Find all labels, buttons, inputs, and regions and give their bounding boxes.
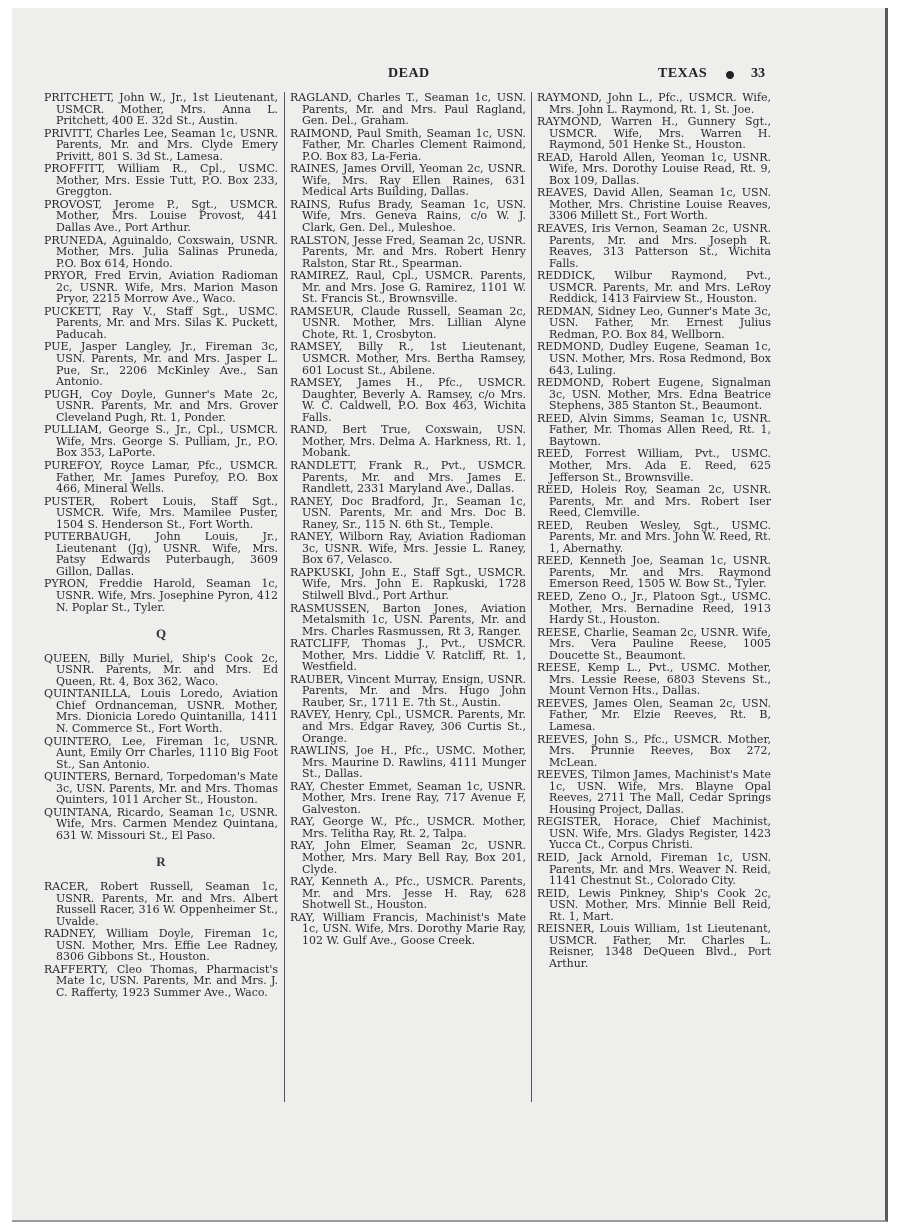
casualty-entry: REISNER, Louis William, 1st Lieutenant, USMCR. Father, Mr. Charles L. Reisner, 1348 DeQueen Blvd., Port Arthur.: [537, 922, 771, 970]
casualty-entry: RAY, William Francis, Machinist's Mate 1c, USN. Wife, Mrs. Dorothy Marie Ray, 102 W. Gulf Ave., Goose Creek.: [290, 910, 526, 947]
casualty-entry: REEVES, Tilmon James, Machinist's Mate 1c, USN. Wife, Mrs. Blayne Opal Reeves, 2711 The Mall, Cedar Springs Housing Project, Dallas.: [537, 768, 771, 816]
casualty-entry: RANEY, Doc Bradford, Jr., Seaman 1c, USN. Parents, Mr. and Mrs. Doc B. Raney, Sr., 115 N. 6th St., Temple.: [290, 494, 526, 531]
column-divider: [531, 92, 532, 1102]
casualty-entry: REID, Jack Arnold, Fireman 1c, USN. Parents, Mr. and Mrs. Weaver N. Reid, 1141 Chestnut St., Colorado City.: [537, 851, 771, 888]
casualty-entry: READ, Harold Allen, Yeoman 1c, USNR. Wife, Mrs. Dorothy Louise Read, Rt. 9, Box 109, Dallas.: [537, 150, 771, 187]
casualty-entry: RAY, John Elmer, Seaman 2c, USNR. Mother, Mrs. Mary Bell Ray, Box 201, Clyde.: [290, 839, 526, 876]
casualty-entry: RAMSEY, James H., Pfc., USMCR. Daughter, Beverly A. Ramsey, c/o Mrs. W. C. Caldwell, P.O. Box 463, Wichita Falls.: [290, 376, 526, 424]
column-left: [44, 92, 278, 1000]
casualty-entry: RAFFERTY, Cleo Thomas, Pharmacist's Mate 1c, USN. Parents, Mr. and Mrs. J. C. Rafferty, 1923 Summer Ave., Waco.: [44, 962, 278, 1000]
casualty-entry: PRUNEDA, Aguinaldo, Coxswain, USNR. Mother, Mrs. Julia Salinas Pruneda, P.O. Box 614, Hondo.: [44, 233, 278, 270]
casualty-entry: RACER, Robert Russell, Seaman 1c, USNR. Parents, Mr. and Mrs. Albert Russell Racer, 316 W. Oppenheimer St., Uvalde.: [44, 880, 278, 928]
page-header: [12, 66, 888, 86]
section-letter: Q: [155, 626, 167, 642]
casualty-entry: REEVES, John S., Pfc., USMCR. Mother, Mrs. Prunnie Reeves, Box 272, McLean.: [537, 732, 771, 769]
casualty-entry: REED, Forrest William, Pvt., USMC. Mother, Mrs. Ada E. Reed, 625 Jefferson St., Brownsville.: [537, 447, 771, 484]
page-title: DEAD: [388, 66, 430, 81]
casualty-entry: REEVES, James Olen, Seaman 2c, USN. Father, Mr. Elzie Reeves, Rt. B, Lamesa.: [537, 696, 771, 733]
casualty-entry: PROFFITT, William R., Cpl., USMC. Mother, Mrs. Essie Tutt, P.O. Box 233, Greggton.: [44, 162, 278, 199]
casualty-entry: REED, Alvin Simms, Seaman 1c, USNR. Father, Mr. Thomas Allen Reed, Rt. 1, Baytown.: [537, 411, 771, 448]
casualty-entry: RAUBER, Vincent Murray, Ensign, USNR. Parents, Mr. and Mrs. Hugo John Rauber, Sr., 1711 E. 7th St., Austin.: [290, 672, 526, 709]
casualty-entry: RAYMOND, Warren H., Gunnery Sgt., USMCR. Wife, Mrs. Warren H. Raymond, 501 Henke St., Houston.: [537, 115, 771, 152]
casualty-entry: REED, Reuben Wesley, Sgt., USMC. Parents, Mr. and Mrs. John W. Reed, Rt. 1, Abernathy.: [537, 518, 771, 555]
bullet-dot: [726, 71, 734, 79]
casualty-entry: PROVOST, Jerome P., Sgt., USMCR. Mother, Mrs. Louise Provost, 441 Dallas Ave., Port Arthur.: [44, 197, 278, 235]
casualty-entry: REDMOND, Dudley Eugene, Seaman 1c, USN. Mother, Mrs. Rosa Redmond, Box 643, Luling.: [537, 340, 771, 377]
casualty-entry: REDDICK, Wilbur Raymond, Pvt., USMCR. Parents, Mr. and Mrs. LeRoy Reddick, 1413 Fairview St., Houston.: [537, 269, 771, 306]
casualty-entry: PUSTER, Robert Louis, Staff Sgt., USMCR. Wife, Mrs. Mamilee Puster, 1504 S. Henderson St., Fort Worth.: [44, 494, 278, 531]
casualty-entry: PUGH, Coy Doyle, Gunner's Mate 2c, USNR. Parents, Mr. and Mrs. Grover Cleveland Pugh, Rt. 1, Ponder.: [44, 387, 278, 424]
casualty-entry: REDMAN, Sidney Leo, Gunner's Mate 3c, USN. Father, Mr. Ernest Julius Redman, P.O. Box 84, Wellborn.: [537, 304, 771, 341]
casualty-entry: RAMSEY, Billy R., 1st Lieutenant, USMCR. Mother, Mrs. Bertha Ramsey, 601 Locust St., Abilene.: [290, 340, 526, 377]
casualty-entry: PRIVITT, Charles Lee, Seaman 1c, USNR. Parents, Mr. and Mrs. Clyde Emery Privitt, 801 S. 3d St., Lamesa.: [44, 126, 278, 163]
casualty-entry: QUINTERO, Lee, Fireman 1c, USNR. Aunt, Emily Orr Charles, 1110 Big Foot St., San Antonio.: [44, 734, 278, 771]
casualty-entry: PRITCHETT, John W., Jr., 1st Lieutenant, USMCR. Mother, Mrs. Anna L. Pritchett, 400 E. 32d St., Austin.: [44, 91, 278, 128]
casualty-entry: RAIMOND, Paul Smith, Seaman 1c, USN. Father, Mr. Charles Clement Raimond, P.O. Box 83, La-Feria.: [290, 126, 526, 163]
casualty-entry: RAINS, Rufus Brady, Seaman 1c, USN. Wife, Mrs. Geneva Rains, c/o W. J. Clark, Gen. Del., Muleshoe.: [290, 197, 526, 235]
casualty-entry: REESE, Charlie, Seaman 2c, USNR. Wife, Mrs. Vera Pauline Reese, 1005 Doucette St., Beaumont.: [537, 625, 771, 662]
casualty-entry: RAY, Chester Emmet, Seaman 1c, USNR. Mother, Mrs. Irene Ray, 717 Avenue F, Galveston.: [290, 779, 526, 816]
casualty-entry: RASMUSSEN, Barton Jones, Aviation Metalsmith 1c, USN. Parents, Mr. and Mrs. Charles Rasmussen, Rt 3, Ranger.: [290, 601, 526, 638]
casualty-entry: REGISTER, Horace, Chief Machinist, USN. Wife, Mrs. Gladys Register, 1423 Yucca Ct., Corpus Christi.: [537, 815, 771, 852]
casualty-entry: REED, Kenneth Joe, Seaman 1c, USNR. Parents, Mr. and Mrs. Raymond Emerson Reed, 1505 W. Bow St., Tyler.: [537, 554, 771, 591]
casualty-entry: RAVEY, Henry, Cpl., USMCR. Parents, Mr. and Mrs. Edgar Ravey, 306 Curtis St., Orange.: [290, 708, 526, 745]
casualty-entry: RAINES, James Orvill, Yeoman 2c, USNR. Wife, Mrs. Ray Ellen Raines, 631 Medical Arts Building, Dallas.: [290, 162, 526, 199]
page-number: 33: [751, 66, 765, 81]
casualty-entry: REID, Lewis Pinkney, Ship's Cook 2c, USN. Mother, Mrs. Minnie Bell Reid, Rt. 1, Mart.: [537, 886, 771, 923]
casualty-entry: PYRON, Freddie Harold, Seaman 1c, USNR. Wife, Mrs. Josephine Pyron, 412 N. Poplar St., Tyler.: [44, 577, 278, 614]
document-page: [12, 8, 888, 1222]
casualty-entry: RAMSEUR, Claude Russell, Seaman 2c, USNR. Mother, Mrs. Lillian Alyne Chote, Rt. 1, Crosbyton.: [290, 304, 526, 341]
casualty-entry: RAY, George W., Pfc., USMCR. Mother, Mrs. Telitha Ray, Rt. 2, Talpa.: [290, 815, 526, 840]
casualty-entry: RATCLIFF, Thomas J., Pvt., USMCR. Mother, Mrs. Liddie V. Ratcliff, Rt. 1, Westfield.: [290, 637, 526, 674]
casualty-entry: PUREFOY, Royce Lamar, Pfc., USMCR. Father, Mr. James Purefoy, P.O. Box 466, Mineral Wells.: [44, 458, 278, 496]
casualty-entry: RANDLETT, Frank R., Pvt., USMCR. Parents, Mr. and Mrs. James E. Randlett, 2331 Maryland Ave., Dallas.: [290, 458, 526, 496]
column-middle: [290, 92, 526, 947]
casualty-entry: PUE, Jasper Langley, Jr., Fireman 3c, USN. Parents, Mr. and Mrs. Jasper L. Pue, Sr., 2206 McKinley Ave., San Antonio.: [44, 340, 278, 389]
casualty-entry: RAWLINS, Joe H., Pfc., USMC. Mother, Mrs. Maurine D. Rawlins, 4111 Munger St., Dallas.: [290, 744, 526, 781]
casualty-entry: QUINTANILLA, Louis Loredo, Aviation Chief Ordnanceman, USNR. Mother, Mrs. Dionicia Loredo Quintanilla, 1411 N. Commerce St., Fort Worth.: [44, 687, 278, 735]
casualty-entry: QUEEN, Billy Muriel, Ship's Cook 2c, USNR. Parents, Mr. and Mrs. Ed Queen, Rt. 4, Box 362, Waco.: [44, 651, 278, 688]
casualty-entry: REED, Holeis Roy, Seaman 2c, USNR. Parents, Mr. and Mrs. Robert Iser Reed, Clemville.: [537, 483, 771, 520]
casualty-entry: RAY, Kenneth A., Pfc., USMCR. Parents, Mr. and Mrs. Jesse H. Ray, 628 Shotwell St., Houston.: [290, 875, 526, 912]
casualty-entry: REAVES, David Allen, Seaman 1c, USN. Mother, Mrs. Christine Louise Reaves, 3306 Millett St., Fort Worth.: [537, 186, 771, 223]
casualty-entry: RAYMOND, John L., Pfc., USMCR. Wife, Mrs. John L. Raymond, Rt. 1, St. Joe.: [537, 91, 771, 116]
casualty-entry: QUINTERS, Bernard, Torpedoman's Mate 3c, USN. Parents, Mr. and Mrs. Thomas Quinters, 1011 Archer St., Houston.: [44, 770, 278, 807]
casualty-entry: RANEY, Wilborn Ray, Aviation Radioman 3c, USNR. Wife, Mrs. Jessie L. Raney, Box 67, Velasco.: [290, 530, 526, 567]
casualty-entry: PUTERBAUGH, John Louis, Jr., Lieutenant (Jg), USNR. Wife, Mrs. Patsy Edwards Puterbaugh, 3609 Gillon, Dallas.: [44, 530, 278, 578]
casualty-entry: QUINTANA, Ricardo, Seaman 1c, USNR. Wife, Mrs. Carmen Mendez Quintana, 631 W. Missouri St., El Paso.: [44, 805, 278, 842]
casualty-entry: REAVES, Iris Vernon, Seaman 2c, USNR. Parents, Mr. and Mrs. Joseph R. Reaves, 313 Patterson St., Wichita Falls.: [537, 222, 771, 270]
column-divider: [284, 92, 285, 1102]
section-letter: R: [156, 854, 166, 870]
casualty-entry: RADNEY, William Doyle, Fireman 1c, USN. Mother, Mrs. Effie Lee Radney, 8306 Gibbons St., Houston.: [44, 927, 278, 964]
casualty-entry: REED, Zeno O., Jr., Platoon Sgt., USMC. Mother, Mrs. Bernadine Reed, 1913 Hardy St., Houston.: [537, 589, 771, 627]
casualty-entry: PUCKETT, Ray V., Staff Sgt., USMC. Parents, Mr. and Mrs. Silas K. Puckett, Paducah.: [44, 304, 278, 341]
state-heading: TEXAS: [658, 66, 708, 81]
casualty-entry: RAMIREZ, Raul, Cpl., USMCR. Parents, Mr. and Mrs. Jose G. Ramirez, 1101 W. St. Francis St., Brownsville.: [290, 269, 526, 306]
casualty-entry: RAPKUSKI, John E., Staff Sgt., USMCR. Wife, Mrs. John E. Rapkuski, 1728 Stilwell Blvd., Port Arthur.: [290, 565, 526, 602]
casualty-entry: PRYOR, Fred Ervin, Aviation Radioman 2c, USNR. Wife, Mrs. Marion Mason Pryor, 2215 Morrow Ave., Waco.: [44, 269, 278, 306]
column-right: [537, 92, 771, 970]
casualty-entry: PULLIAM, George S., Jr., Cpl., USMCR. Wife, Mrs. George S. Pulliam, Jr., P.O. Box 353, LaPorte.: [44, 423, 278, 460]
casualty-entry: RAGLAND, Charles T., Seaman 1c, USN. Parents, Mr. and Mrs. Paul Ragland, Gen. Del., Graham.: [290, 91, 526, 128]
casualty-entry: REESE, Kemp L., Pvt., USMC. Mother, Mrs. Lessie Reese, 6803 Stevens St., Mount Vernon Hts., Dallas.: [537, 661, 771, 698]
casualty-entry: RAND, Bert True, Coxswain, USN. Mother, Mrs. Delma A. Harkness, Rt. 1, Mobank.: [290, 423, 526, 460]
casualty-entry: REDMOND, Robert Eugene, Signalman 3c, USN. Mother, Mrs. Edna Beatrice Stephens, 385 Stanton St., Beaumont.: [537, 376, 771, 413]
casualty-entry: RALSTON, Jesse Fred, Seaman 2c, USNR. Parents, Mr. and Mrs. Robert Henry Ralston, Star Rt., Spearman.: [290, 233, 526, 270]
